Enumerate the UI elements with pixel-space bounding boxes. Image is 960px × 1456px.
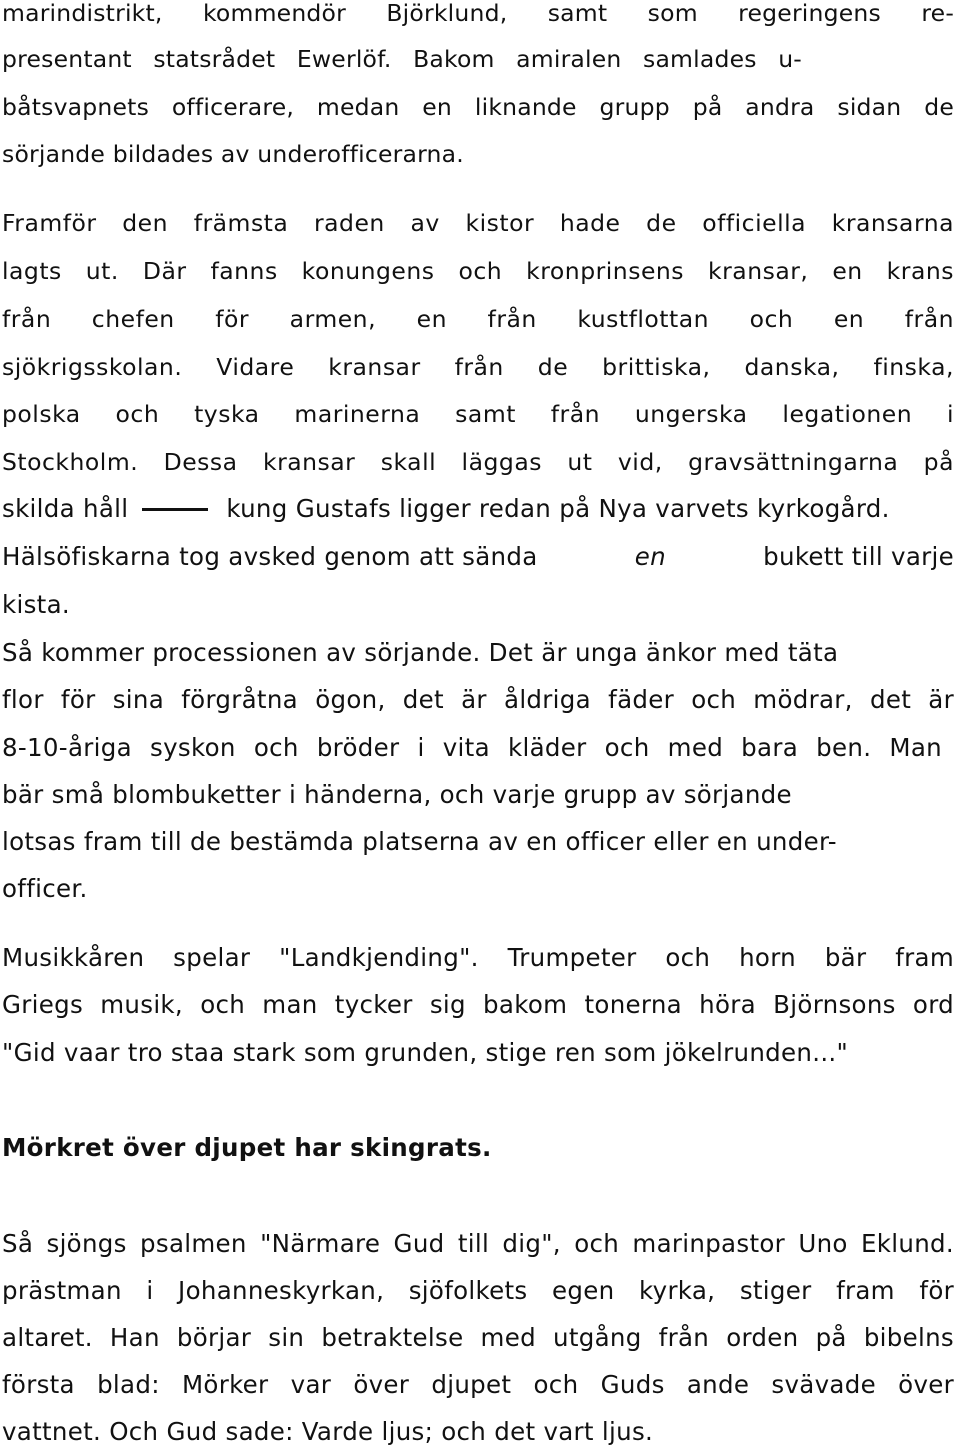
text-line: prästman i Johanneskyrkan, sjöfolkets egen kyrka, stiger fram för (2, 1276, 954, 1305)
emphasized-word: en (634, 542, 666, 571)
text-line: Griegs musik, och man tycker sig bakom tonerna höra Björnsons ord (2, 990, 954, 1019)
text-line: båtsvapnets officerare, medan en liknande grupp på andra sidan de (2, 93, 954, 121)
text-line (2, 494, 954, 523)
text-line: vattnet. Och Gud sade: Varde ljus; och det vart ljus. (2, 1417, 654, 1446)
text-line: sörjande bildades av underofficerarna. (2, 140, 464, 168)
text-line: kista. (2, 590, 70, 619)
text-fragment: kung Gustafs ligger redan på Nya varvets kyrkogård. (226, 494, 890, 523)
text-line: sjökrigsskolan. Vidare kransar från de brittiska, danska, finska, (2, 353, 954, 381)
text-line: presentant statsrådet Ewerlöf. Bakom amiralen samlades u- (2, 45, 802, 73)
text-line: marindistrikt, kommendör Björklund, samt som regeringens re- (2, 0, 954, 27)
text-line: bär små blombuketter i händerna, och varje grupp av sörjande (2, 780, 792, 809)
text-line: från chefen för armen, en från kustflottan och en från (2, 305, 954, 333)
text-line: Så sjöngs psalmen "Närmare Gud till dig", och marinpastor Uno Eklund. (2, 1229, 954, 1258)
text-fragment: bukett till varje (763, 542, 954, 571)
em-dash (142, 508, 208, 511)
text-line: Framför den främsta raden av kistor hade de officiella kransarna (2, 209, 954, 237)
text-line: "Gid vaar tro staa stark som grunden, stige ren som jökelrunden..." (2, 1038, 849, 1067)
text-line: lagts ut. Där fanns konungens och kronprinsens kransar, en krans (2, 257, 954, 285)
text-line (2, 542, 954, 571)
text-line: lotsas fram till de bestämda platserna av en officer eller en under- (2, 827, 837, 856)
text-line: altaret. Han börjar sin betraktelse med utgång från orden på bibelns (2, 1323, 954, 1352)
text-fragment: skilda håll (2, 494, 129, 523)
text-line: officer. (2, 874, 88, 903)
text-line: 8-10-åriga syskon och bröder i vita kläder och med bara ben. Man (2, 733, 942, 762)
text-line: flor för sina förgråtna ögon, det är åldriga fäder och mödrar, det är (2, 685, 954, 714)
text-fragment: Hälsöfiskarna tog avsked genom att sända (2, 542, 538, 571)
text-line: polska och tyska marinerna samt från ungerska legationen i (2, 400, 954, 428)
text-line: Musikkåren spelar "Landkjending". Trumpeter och horn bär fram (2, 943, 954, 972)
text-line: första blad: Mörker var över djupet och Guds ande svävade över (2, 1370, 954, 1399)
section-heading: Mörkret över djupet har skingrats. (2, 1133, 492, 1162)
text-line: Så kommer processionen av sörjande. Det är unga änkor med täta (2, 638, 839, 667)
text-line: Stockholm. Dessa kransar skall läggas ut vid, gravsättningarna på (2, 448, 954, 476)
